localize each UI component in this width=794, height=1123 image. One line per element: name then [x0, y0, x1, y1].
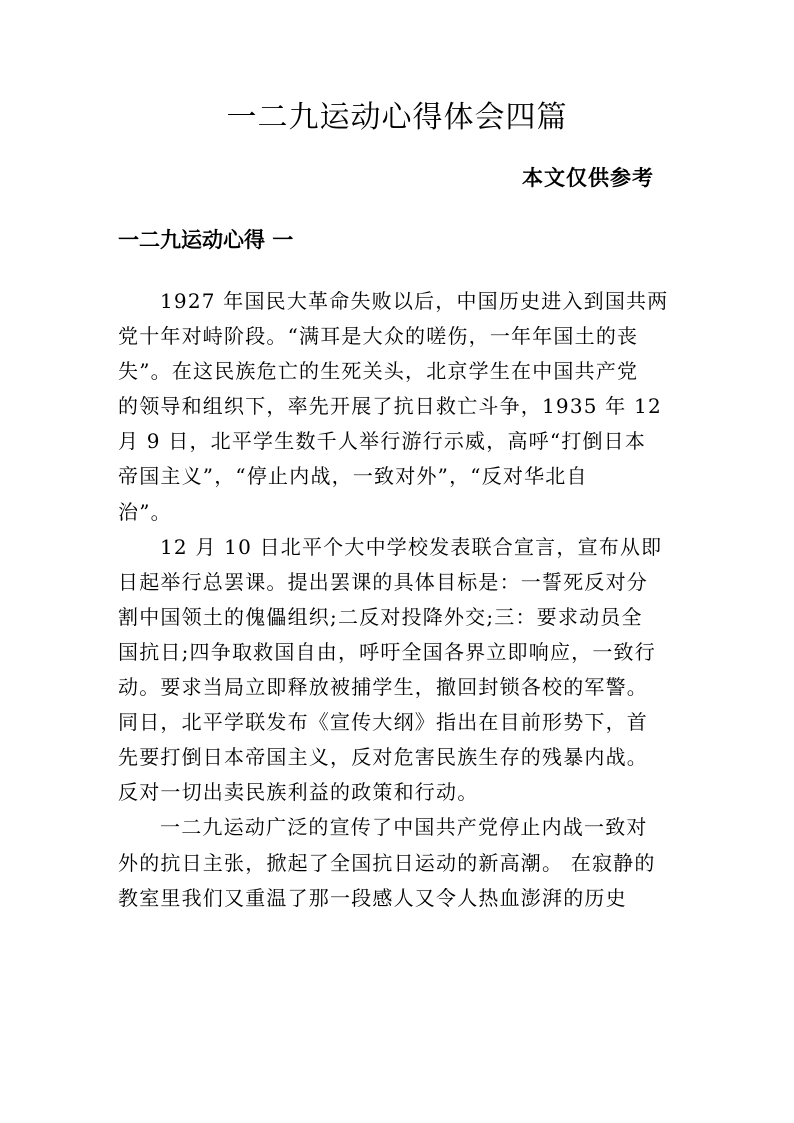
paragraph-line: 动。要求当局立即释放被捕学生，撤回封锁各校的军警。 — [118, 675, 648, 700]
paragraph-line: 1927 年国民大革命失败以后，中国历史进入到国共两 — [160, 289, 669, 313]
paragraph-line: 割中国领土的傀儡组织;二反对投降外交;三：要求动员全 — [118, 604, 643, 629]
paragraph-line: 帝国主义”，“停止内战，一致对外”，“反对华北自 — [118, 464, 588, 489]
paragraph-line: 月 9 日，北平学生数千人举行游行示威，高呼“打倒日本 — [118, 429, 647, 454]
paragraph-line: 先要打倒日本帝国主义，反对危害民族生存的残暴内战。 — [118, 745, 648, 770]
section-heading: 一二九运动心得 一 — [118, 227, 294, 252]
paragraph-line: 一二九运动广泛的宣传了中国共产党停止内战一致对 — [160, 815, 648, 840]
body-text — [118, 284, 669, 916]
paragraph-line: 教室里我们又重温了那一段感人又令人热血澎湃的历史 — [118, 885, 627, 910]
document-title: 一二九运动心得体会四篇 — [226, 100, 568, 135]
paragraph-line: 党十年对峙阶段。“满耳是大众的嗟伤，一年年国土的丧 — [118, 324, 639, 349]
paragraph-line: 的领导和组织下，率先开展了抗日救亡斗争，1935 年 12 — [118, 394, 662, 419]
paragraph-line: 外的抗日主张，掀起了全国抗日运动的新高潮。 在寂静的 — [118, 850, 656, 875]
paragraph-line: 日起举行总罢课。提出罢课的具体目标是：一誓死反对分 — [118, 569, 648, 594]
reference-note: 本文仅供参考 — [522, 165, 654, 190]
paragraph-line: 同日，北平学联发布《宣传大纲》指出在目前形势下，首 — [118, 710, 648, 735]
paragraph-line: 反对一切出卖民族利益的政策和行动。 — [118, 780, 479, 805]
paragraph-line: 国抗日;四争取救国自由，呼吁全国各界立即响应，一致行 — [118, 639, 656, 664]
paragraph-line: 失”。在这民族危亡的生死关头，北京学生在中国共产党 — [118, 359, 639, 384]
paragraph-line: 12 月 10 日北平个大中学校发表联合宣言，宣布从即 — [160, 534, 663, 559]
paragraph-line: 治”。 — [118, 499, 172, 524]
